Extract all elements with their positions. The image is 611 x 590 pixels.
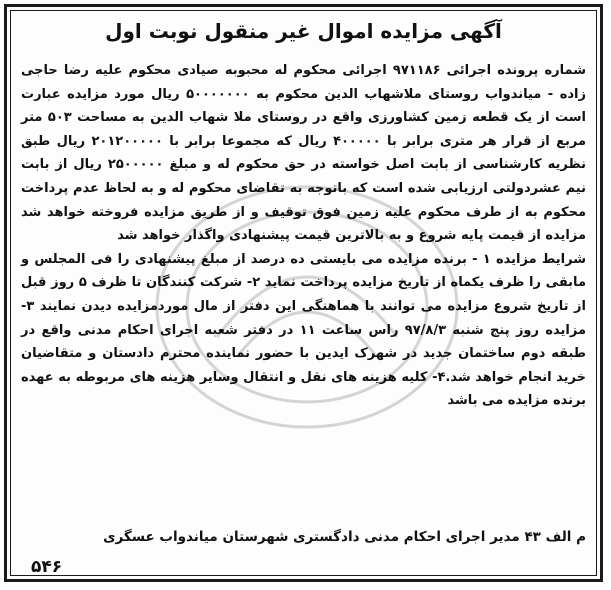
notice-frame (4, 4, 603, 582)
page-number: ۵۴۶ (31, 557, 63, 577)
notice-title: آگهی مزایده اموال غیر منقول نوبت اول (105, 19, 502, 43)
notice-signature: م الف ۴۳ مدیر اجرای احکام مدنی دادگستری شهرستان میاندواب عسگری (103, 529, 586, 545)
notice-body (21, 59, 586, 413)
notice-paragraph-main: شماره پرونده اجرائی ۹۷۱۱۸۶ اجرائی محکوم له محبوبه صیادی محکوم علیه رضا حاجی زاده - میاندواب روستای ملاشهاب الدین محکوم به ۵۰۰۰۰۰۰۰ ریال مورد مزایده عبارت است از یک قطعه زمین کشاورزی واقع در روستای ملا شهاب الدین به مساحت ۵۰۳ متر مربع از قرار هر متری برابر با ۴۰۰۰۰۰ ریال که مجموعا برابر با ۲۰۱۲۰۰۰۰۰ ریال طبق نظریه کارشناسی از بابت اصل خواسته در حق محکوم له و مبلغ ۲۵۰۰۰۰۰ ریال از بابت نیم عشردولتی ارزیابی شده است که باتوجه به تقاضای محکوم له و به لحاظ عدم پرداخت محکوم به از طرف محکوم علیه زمین فوق توقیف و از طریق مزایده فروخته خواهد شد مزایده از قیمت پایه شروع و به بالاترین قیمت پیشنهادی واگذار خواهد شد (21, 63, 587, 244)
notice-paragraph-conditions: شرایط مزایده ۱ - برنده مزایده می بایستی ده درصد از مبلغ پیشنهادی را فی المجلس و مابقی را ظرف یکماه از تاریخ مزایده پرداخت نماید ۲- شرکت کنندگان تا ظرف ۵ روز قبل از تاریخ شروع مزایده می توانند با هماهنگی این دفتر از مال موردمزایده دیدن نمایند ۳- مزایده روز پنج شنبه ۹۷/۸/۳ راس ساعت ۱۱ در دفتر شعبه اجرای احکام مدنی واقع در طبقه دوم ساختمان جدید در شهرک ایدین با حضور نماینده محترم دادستان و متقاضیان خرید انجام خواهد شد.۴- کلیه هزینه های نقل و انتقال وسایر هزینه های مربوطه به عهده برنده مزایده می باشد (21, 251, 587, 409)
